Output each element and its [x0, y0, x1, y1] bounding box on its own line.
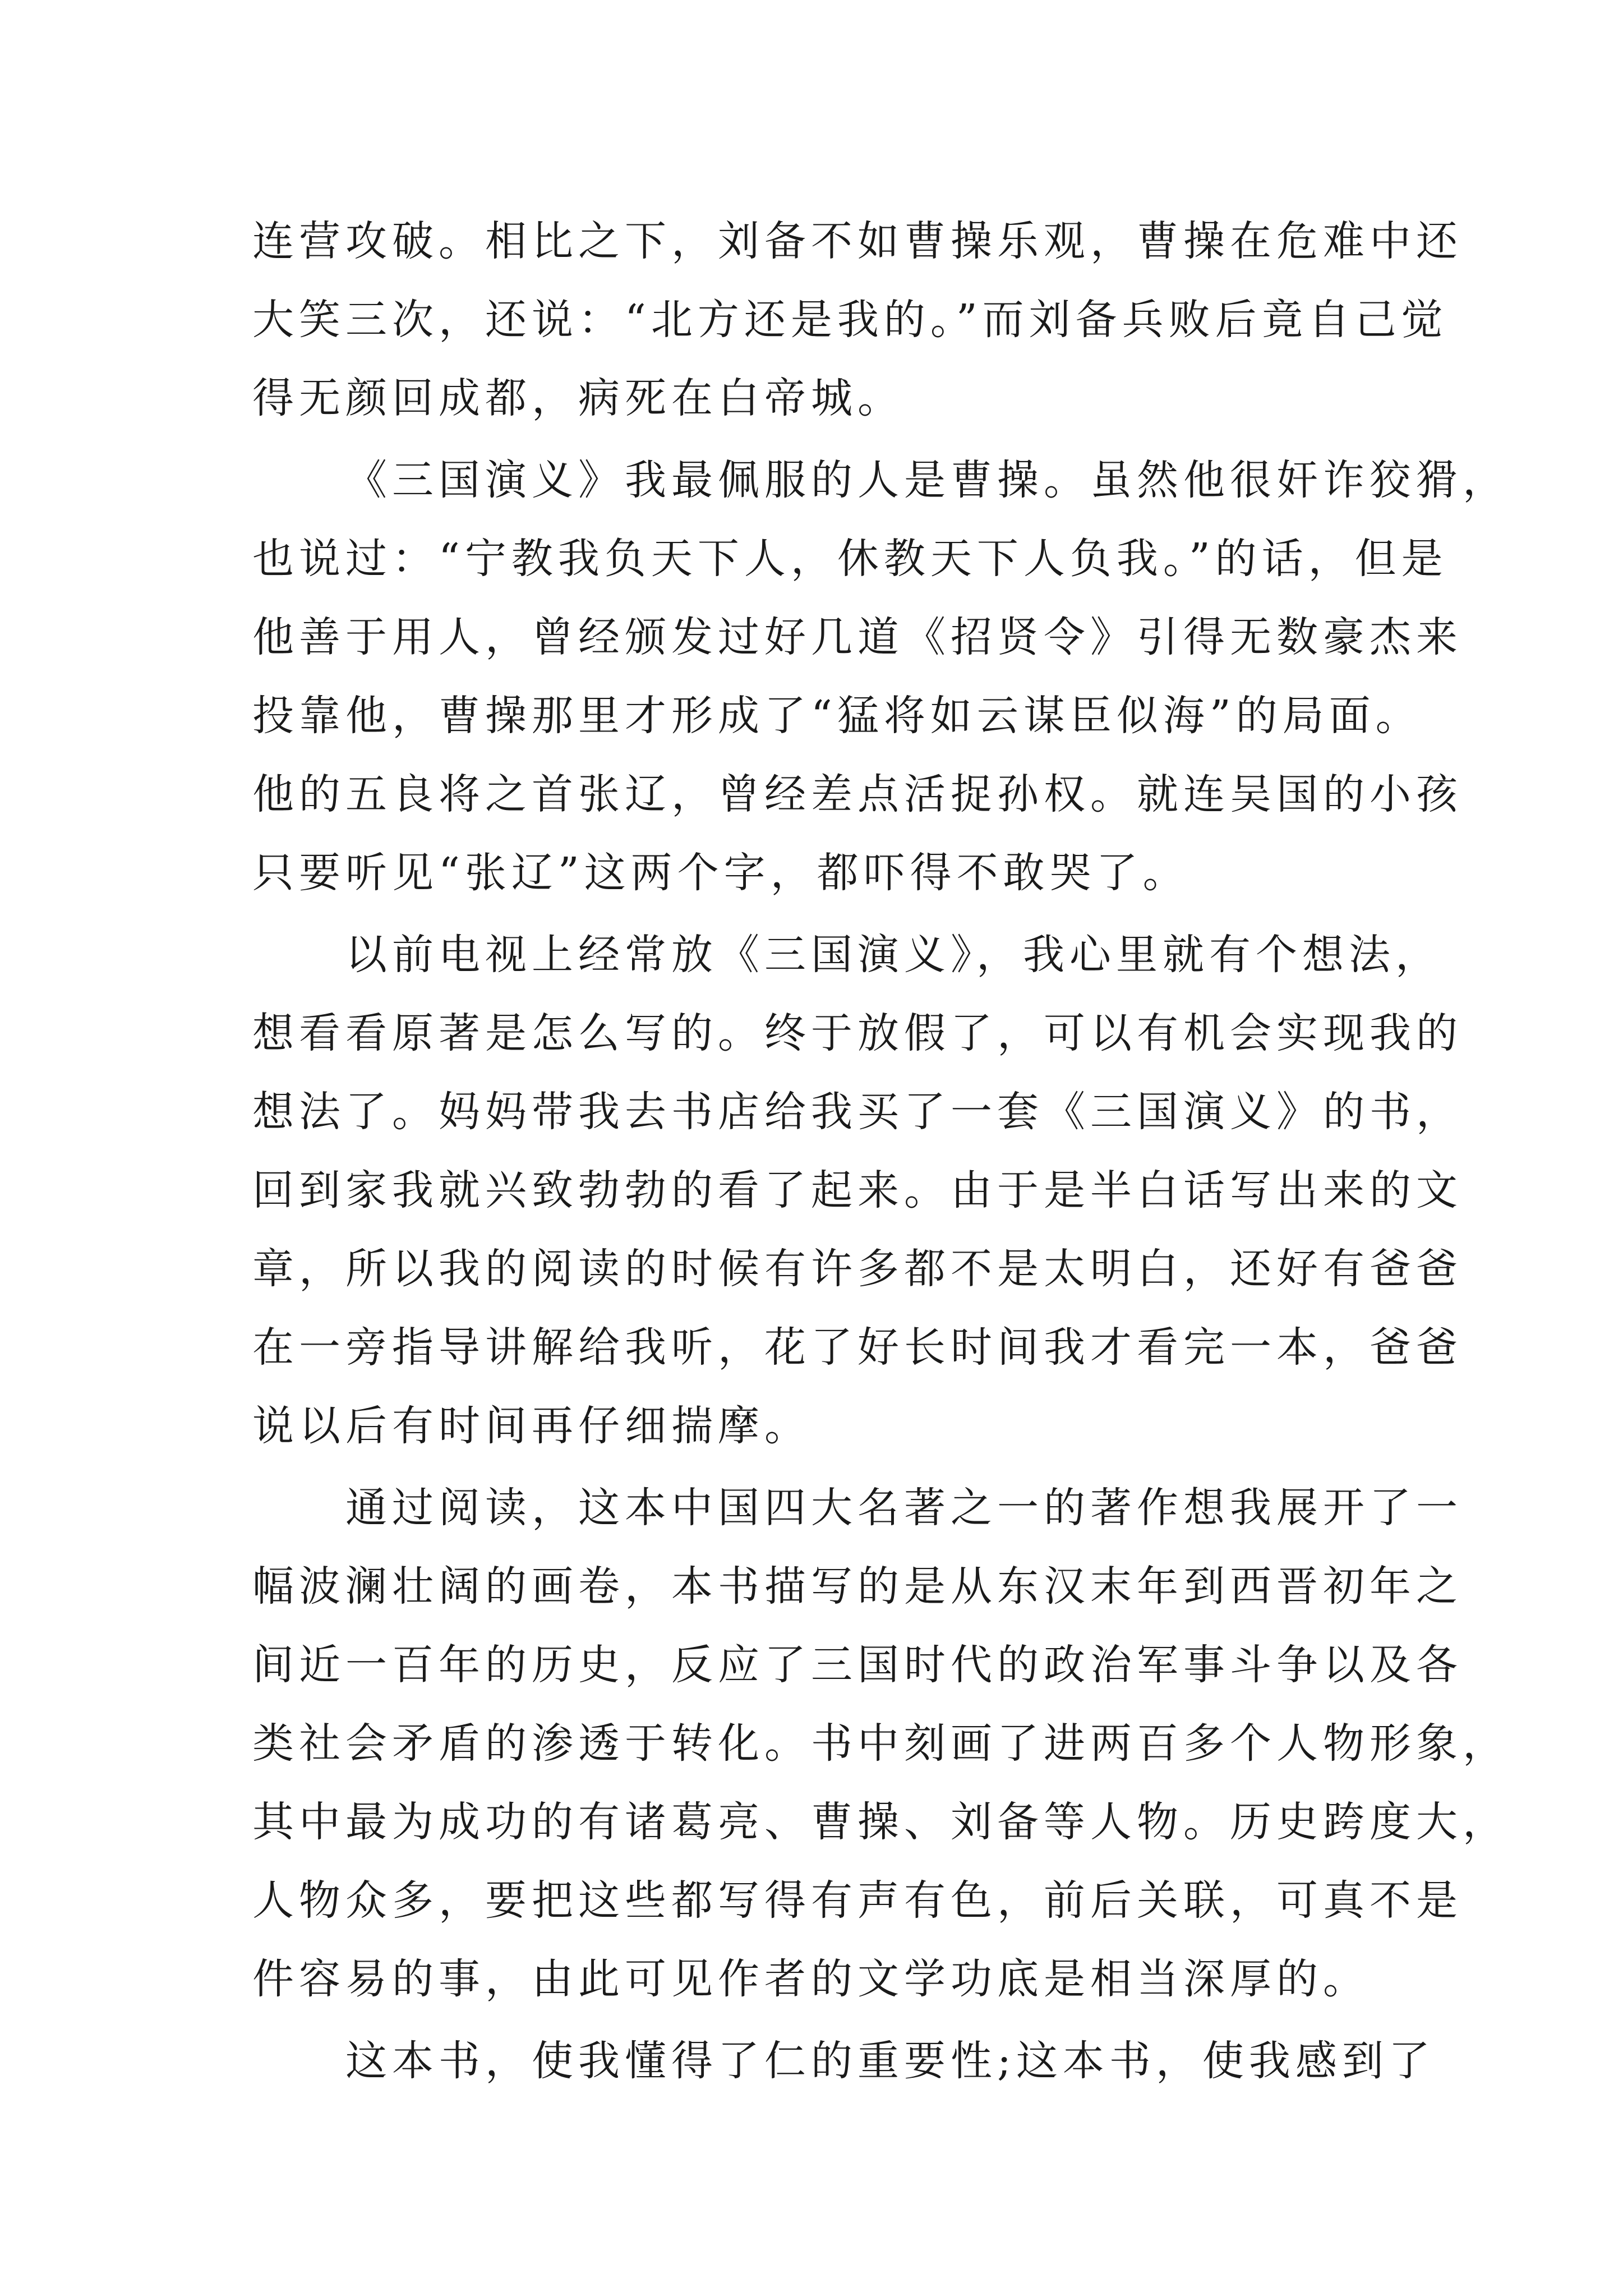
- text-line: 只要听见“张辽”这两个字，都吓得不敢哭了。: [252, 849, 1189, 897]
- text-line: 在一旁指导讲解给我听，花了好长时间我才看完一本，爸爸: [252, 1323, 1463, 1372]
- paragraph-first-line: 通过阅读，这本中国四大名著之一的著作想我展开了一: [345, 1484, 1463, 1532]
- text-line: 件容易的事，由此可见作者的文学功底是相当深厚的。: [252, 1955, 1370, 2003]
- text-line: 幅波澜壮阔的画卷，本书描写的是从东汉末年到西晋初年之: [252, 1562, 1463, 1611]
- text-line: 回到家我就兴致勃勃的看了起来。由于是半白话写出来的文: [252, 1166, 1463, 1214]
- text-line: 说以后有时间再仔细揣摩。: [252, 1402, 811, 1450]
- paragraph-first-line: 《三国演义》我最佩服的人是曹操。虽然他很奸诈狡猾，: [345, 456, 1509, 504]
- text-line: 想看看原著是怎么写的。终于放假了，可以有机会实现我的: [252, 1009, 1463, 1057]
- text-line: 类社会矛盾的渗透于转化。书中刻画了进两百多个人物形象，: [252, 1719, 1509, 1768]
- text-line: 他善于用人，曾经颁发过好几道《招贤令》引得无数豪杰来: [252, 613, 1463, 661]
- text-line: 大笑三次，还说：“北方还是我的。”而刘备兵败后竟自己觉: [252, 296, 1448, 344]
- text-line: 人物众多，要把这些都写得有声有色，前后关联，可真不是: [252, 1876, 1463, 1925]
- text-line: 连营攻破。相比之下，刘备不如曹操乐观，曹操在危难中还: [252, 217, 1463, 265]
- text-line: 想法了。妈妈带我去书店给我买了一套《三国演义》的书，: [252, 1088, 1463, 1136]
- paragraph-first-line: 以前电视上经常放《三国演义》，我心里就有个想法，: [345, 931, 1442, 979]
- text-line: 其中最为成功的有诸葛亮、曹操、刘备等人物。历史跨度大，: [252, 1798, 1509, 1846]
- text-line: 得无颜回成都，病死在白帝城。: [252, 374, 904, 422]
- paragraph-first-line: 这本书，使我懂得了仁的重要性;这本书，使我感到了: [345, 2037, 1435, 2085]
- text-line: 间近一百年的历史，反应了三国时代的政治军事斗争以及各: [252, 1641, 1463, 1689]
- body-text: [252, 202, 1509, 2100]
- text-line: 章，所以我的阅读的时候有许多都不是太明白，还好有爸爸: [252, 1245, 1463, 1293]
- text-line: 也说过：“宁教我负天下人，休教天下人负我。”的话，但是: [252, 535, 1448, 583]
- text-line: 投靠他，曹操那里才形成了“猛将如云谋臣似海”的局面。: [252, 692, 1422, 740]
- text-line: 他的五良将之首张辽，曾经差点活捉孙权。就连吴国的小孩: [252, 770, 1463, 818]
